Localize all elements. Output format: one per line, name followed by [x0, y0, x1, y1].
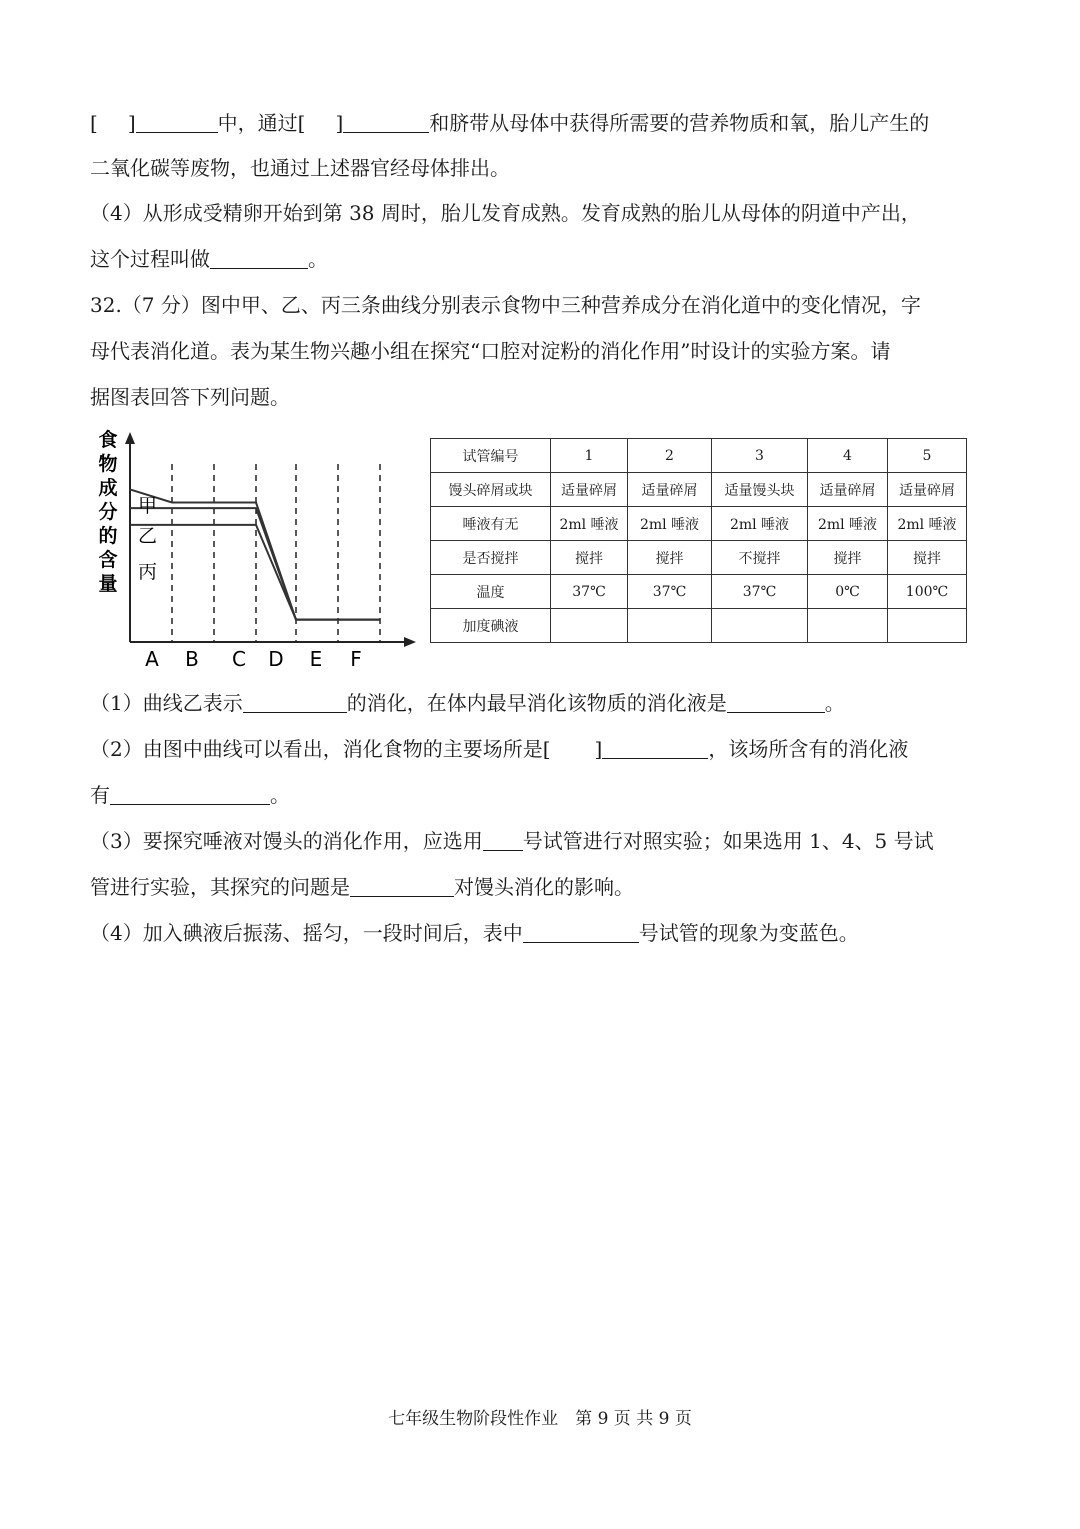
- table-cell: 搅拌: [628, 541, 712, 575]
- text-line-1: [90, 110, 929, 136]
- question-text: （1）曲线乙表示: [90, 691, 243, 715]
- y-axis-label-char: 的: [98, 525, 118, 547]
- answer-blank[interactable]: [602, 738, 708, 759]
- question-32-intro-2: 母代表消化道。表为某生物兴趣小组在探究“口腔对淀粉的消化作用”时设计的实验方案。请: [90, 339, 891, 363]
- table-cell: 2ml 唾液: [628, 507, 712, 541]
- y-axis-label-char: 成: [98, 477, 118, 499]
- question-32-intro-1: 32.（7 分）图中甲、乙、丙三条曲线分别表示食物中三种营养成分在消化道中的变化情况，字: [90, 293, 921, 317]
- table-row: [431, 541, 967, 575]
- table-row-header: 馒头碎屑或块: [431, 473, 551, 507]
- table-row-header: 加度碘液: [431, 609, 551, 643]
- table-cell: 适量碎屑: [888, 473, 967, 507]
- table-cell: 2ml 唾液: [551, 507, 628, 541]
- question-32-intro-3: 据图表回答下列问题。: [90, 385, 290, 409]
- table-cell: 2ml 唾液: [712, 507, 808, 541]
- table-cell: [551, 609, 628, 643]
- table-cell: [712, 609, 808, 643]
- table-cell: 搅拌: [808, 541, 888, 575]
- table-cell: 37℃: [712, 575, 808, 609]
- page-footer: 七年级生物阶段性作业 第 9 页 共 9 页: [388, 1409, 692, 1429]
- table-cell: [808, 609, 888, 643]
- table-row: [431, 439, 967, 473]
- table-row-header: 温度: [431, 575, 551, 609]
- table-cell: 100℃: [888, 575, 967, 609]
- answer-blank[interactable]: [243, 692, 347, 713]
- x-tick-label: A: [145, 647, 159, 671]
- bracket-open: [: [90, 111, 98, 135]
- x-tick-label: C: [232, 647, 246, 671]
- table-row: [431, 473, 967, 507]
- y-axis-label-char: 物: [98, 453, 118, 475]
- answer-blank[interactable]: [343, 112, 429, 133]
- question-text: 管进行实验，其探究的问题是: [90, 875, 350, 899]
- table-cell: 5: [888, 439, 967, 473]
- table-cell: [628, 609, 712, 643]
- table-row: [431, 575, 967, 609]
- answer-blank[interactable]: [483, 830, 523, 851]
- table-cell: [888, 609, 967, 643]
- text-line-2: 二氧化碳等废物，也通过上述器官经母体排出。: [90, 156, 510, 180]
- series-label: 丙: [138, 561, 158, 583]
- question-text: 对馒头消化的影响。: [454, 875, 634, 899]
- answer-blank[interactable]: [350, 876, 454, 897]
- series-line-3: [130, 525, 380, 620]
- text-segment: 和脐带从母体中获得所需要的营养物质和氧，胎儿产生的: [429, 111, 930, 135]
- table-row-header: 试管编号: [431, 439, 551, 473]
- question-1: [90, 690, 845, 716]
- text-segment: 中，通过[: [217, 111, 306, 135]
- table-row: [431, 507, 967, 541]
- question-3: [90, 828, 934, 854]
- x-axis-arrow-icon: [404, 637, 416, 647]
- question-text: 号试管的现象为变蓝色。: [638, 921, 859, 945]
- table-cell: 3: [712, 439, 808, 473]
- question-2-continued: [90, 782, 290, 808]
- answer-blank[interactable]: [136, 112, 218, 133]
- experiment-table: [430, 438, 967, 643]
- question-2: [90, 736, 908, 762]
- table-cell: 2ml 唾液: [808, 507, 888, 541]
- table-cell: 适量碎屑: [628, 473, 712, 507]
- answer-blank[interactable]: [523, 922, 639, 943]
- series-label: 乙: [138, 525, 158, 547]
- table-cell: 适量馒头块: [712, 473, 808, 507]
- question-text: ]: [594, 737, 603, 761]
- table-cell: 0℃: [808, 575, 888, 609]
- y-axis-label-char: 分: [98, 501, 118, 523]
- table-cell: 适量碎屑: [551, 473, 628, 507]
- table-cell: 搅拌: [551, 541, 628, 575]
- x-tick-label: D: [268, 647, 284, 671]
- y-axis-label-char: 量: [98, 573, 118, 595]
- question-text: 。: [270, 783, 290, 807]
- table-cell: 4: [808, 439, 888, 473]
- bracket-close: ]: [127, 111, 136, 135]
- question-3-continued: [90, 874, 634, 900]
- question-text: （2）由图中曲线可以看出，消化食物的主要场所是[: [90, 737, 551, 761]
- table-row-header: 唾液有无: [431, 507, 551, 541]
- text-line-4: [90, 246, 328, 272]
- text-line-3: （4）从形成受精卵开始到第 38 周时，胎儿发育成熟。发育成熟的胎儿从母体的阴道中产出，: [90, 201, 921, 225]
- table-row: [431, 609, 967, 643]
- y-axis-label-char: 含: [98, 549, 118, 571]
- x-tick-label: F: [350, 647, 362, 671]
- bracket-close: ]: [335, 111, 344, 135]
- answer-blank[interactable]: [110, 784, 270, 805]
- answer-blank[interactable]: [727, 692, 825, 713]
- question-text: 的消化，在体内最早消化该物质的消化液是: [346, 691, 727, 715]
- series-label: 甲: [138, 495, 158, 517]
- question-4: [90, 920, 859, 946]
- table-cell: 1: [551, 439, 628, 473]
- question-text: 号试管进行对照实验；如果选用 1、4、5 号试: [522, 829, 934, 853]
- question-text: 有: [90, 783, 110, 807]
- question-text: （4）加入碘液后振荡、摇匀，一段时间后，表中: [90, 921, 523, 945]
- digestion-chart: [90, 426, 420, 676]
- y-axis-label-char: 食: [98, 429, 118, 451]
- table-cell: 不搅拌: [712, 541, 808, 575]
- digestion-chart-svg: [90, 426, 420, 672]
- table-cell: 2: [628, 439, 712, 473]
- question-text: （3）要探究唾液对馒头的消化作用，应选用: [90, 829, 483, 853]
- text-segment: 。: [308, 247, 328, 271]
- table-cell: 37℃: [628, 575, 712, 609]
- x-tick-label: B: [185, 647, 199, 671]
- question-text: 。: [824, 691, 845, 715]
- y-axis-arrow-icon: [125, 432, 135, 444]
- table-cell: 37℃: [551, 575, 628, 609]
- y-axis-label: [98, 428, 117, 595]
- table-cell: 适量碎屑: [808, 473, 888, 507]
- answer-blank[interactable]: [210, 248, 308, 269]
- question-text: ，该场所含有的消化液: [708, 737, 909, 761]
- table-cell: 搅拌: [888, 541, 967, 575]
- text-segment: 这个过程叫做: [90, 247, 210, 271]
- x-tick-label: E: [309, 647, 323, 671]
- table-cell: 2ml 唾液: [888, 507, 967, 541]
- table-row-header: 是否搅拌: [431, 541, 551, 575]
